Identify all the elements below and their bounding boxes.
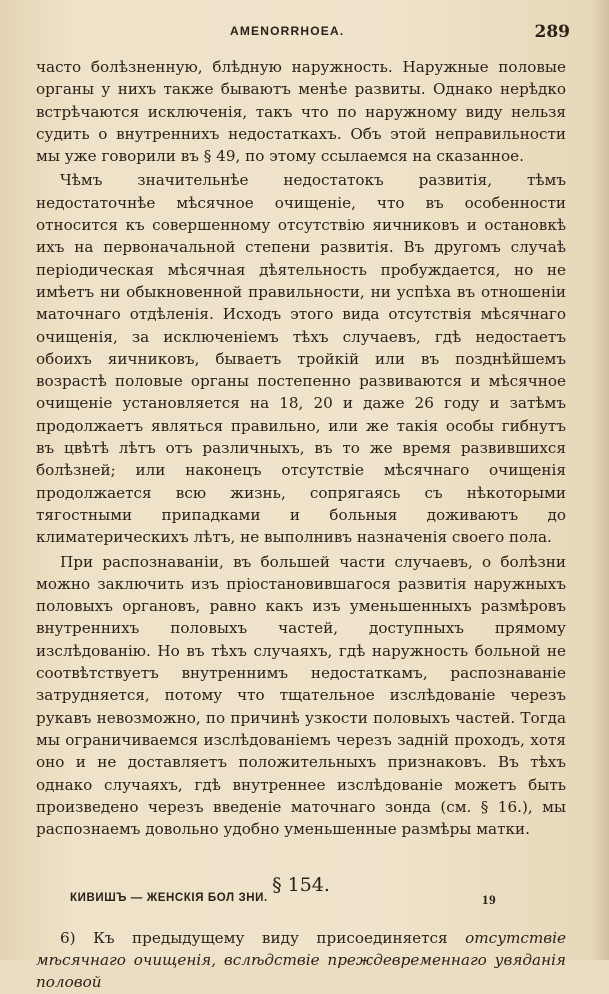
page-header bbox=[30, 22, 570, 46]
page-edge-shadow bbox=[591, 0, 609, 960]
signature-number: 19 bbox=[482, 892, 497, 907]
paragraph-diagnosis: При распознаваніи, въ большей части случаевъ, о болѣзни можно заключить изъ пріостановившагося развитія наружныхъ половыхъ органовъ, равно какъ изъ уменьшенныхъ размѣровъ внутреннихъ половыхъ частей, доступныхъ прямому изслѣдованію. Но въ тѣхъ случаяхъ, гдѣ наружность больной не соотвѣтствуетъ внутреннимъ недостаткамъ, распознаваніе затрудняется, потому что тщательное изслѣдованіе черезъ рукавъ невозможно, по причинѣ узкости половыхъ частей. Тогда мы ограничиваемся изслѣдованіемъ черезъ задній проходъ, хотя оно и не доставляетъ положительныхъ признаковъ. Въ тѣхъ однако случаяхъ, гдѣ внутреннее изслѣдованіе можетъ быть произведено черезъ введеніе маточнаго зонда (см. § 16.), мы распознаемъ довольно удобно уменьшенные размѣры матки. bbox=[36, 552, 566, 839]
paragraph-italic-term: отсутствіе мѣсячнаго очищенія, вслѣдствіе преждевременнаго увяданія половой bbox=[36, 928, 566, 992]
signature-mark: КИВИШЪ — ЖЕНСКІЯ БОЛ ЗНИ. bbox=[70, 892, 268, 904]
paragraph-lead: 6) Къ предыдущему виду присоединяется bbox=[60, 928, 466, 947]
paragraph-section-154 bbox=[36, 927, 566, 994]
paragraph-continued: часто болѣзненную, блѣдную наружность. Наружные половые органы у нихъ также бываютъ менѣе развиты. Однако нерѣдко встрѣчаются исключенія, такъ что по наружному виду нельзя судить о внутреннихъ недостаткахъ. Объ этой неправильности мы уже говорили въ § 49, по этому ссылаемся на сказанное. bbox=[36, 58, 566, 166]
section-heading: § 154. bbox=[272, 874, 330, 897]
page-number: 289 bbox=[534, 22, 570, 42]
paragraph-development: Чѣмъ значительнѣе недостатокъ развитія, тѣмъ недостаточнѣе мѣсячное очищеніе, что въ особенности относится къ совершенному отсутствію яичниковъ и остановкѣ ихъ на первоначальной степени развитія. Въ другомъ случаѣ періодическая мѣсячная дѣятельность пробуждается, но не имѣетъ ни обыкновенной правильности, ни успѣха въ отношеніи маточнаго отдѣленія. Исходъ этого вида отсутствія мѣсячнаго очищенія, за исключеніемъ тѣхъ случаевъ, гдѣ недостаетъ обоихъ яичниковъ, бываетъ тройкій или въ позднѣйшемъ возрастѣ половые органы постепенно развиваются и мѣсячное очищеніе установляется на 18, 20 и даже 26 году и затѣмъ продолжаетъ являться правильно, или же такія особы гибнутъ въ цвѣтѣ лѣтъ отъ различныхъ, въ то же время развившихся болѣзней; или наконецъ отсутствіе мѣсячнаго очищенія продолжается всю жизнь, сопрягаясь съ нѣкоторыми тягостными припадками и больныя доживаютъ до климатерическихъ лѣтъ, не выполнивъ назначенія своего пола. bbox=[36, 171, 566, 547]
running-head: AMENORRHOEA. bbox=[230, 24, 345, 38]
body-text bbox=[36, 56, 566, 994]
